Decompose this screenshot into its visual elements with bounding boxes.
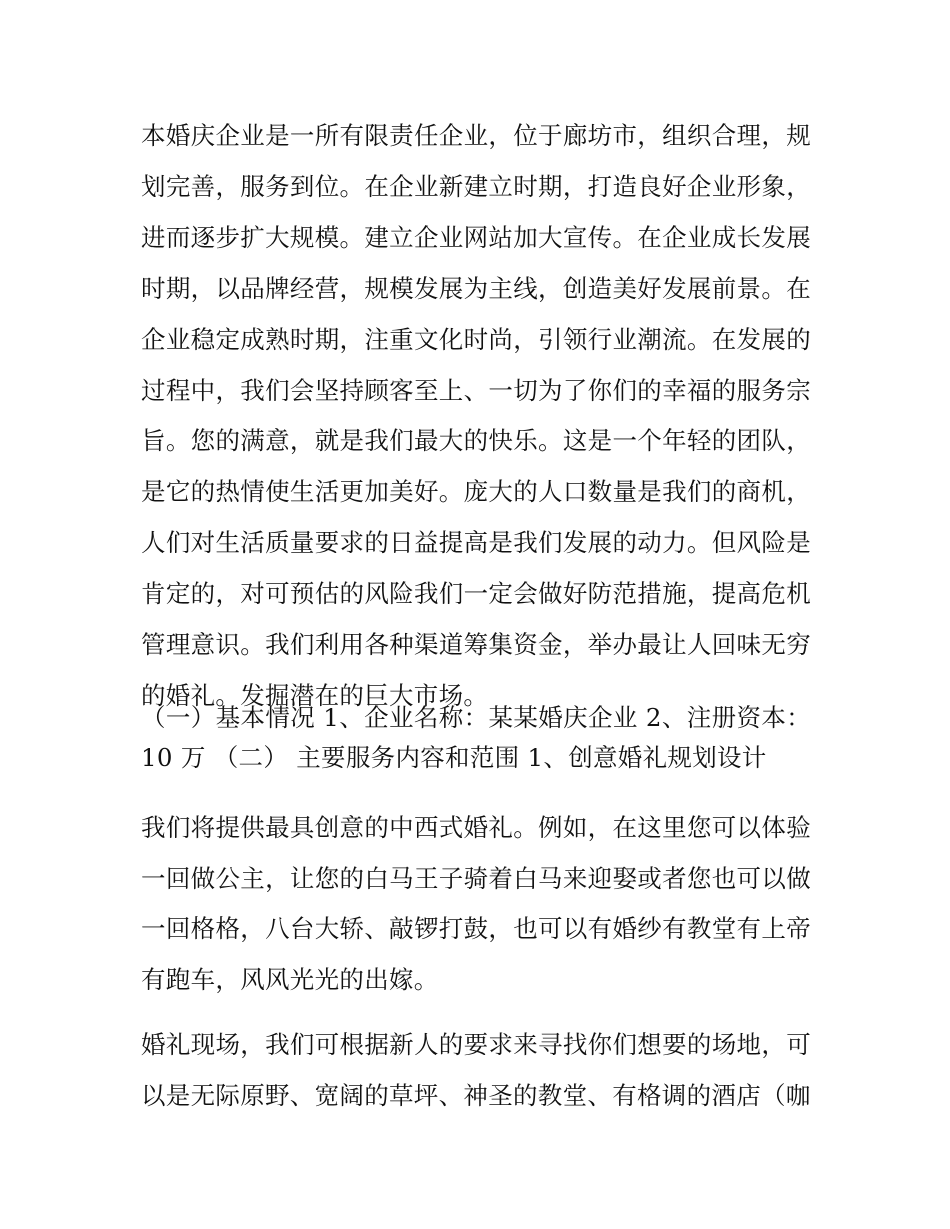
intro-paragraph: 本婚庆企业是一所有限责任企业，位于廊坊市，组织合理，规划完善，服务到位。在企业新建立时期，打造良好企业形象，进而逐步扩大规模。建立企业网站加大宣传。在企业成长发展时期，以品牌经营，规模发展为主线，创造美好发展前景。在企业稳定成熟时期，注重文化时尚，引领行业潮流。在发展的过程中，我们会坚持顾客至上、一切为了你们的幸福的服务宗旨。您的满意，就是我们最大的快乐。这是一个年轻的团队，是它的热情使生活更加美好。庞大的人口数量是我们的商机，人们对生活质量要求的日益提高是我们发展的动力。但风险是肯定的，对可预估的风险我们一定会做好防范措施，提高危机管理意识。我们利用各种渠道筹集资金，举办最让人回味无穷的婚礼。发掘潜在的巨大市场。 xyxy=(141,121,811,710)
basic-info-paragraph: （一）基本情况 1、企业名称：某某婚庆企业 2、注册资本：10 万 （二） 主要服务内容和范围 1、创意婚礼规划设计 xyxy=(141,703,811,772)
wedding-style-paragraph: 我们将提供最具创意的中西式婚礼。例如，在这里您可以体验一回做公主，让您的白马王子骑着白马来迎娶或者您也可以做一回格格，八台大轿、敲锣打鼓，也可以有婚纱有教堂有上帝有跑车，风风光光的出嫁。 xyxy=(141,813,811,994)
venue-paragraph: 婚礼现场，我们可根据新人的要求来寻找你们想要的场地，可以是无际原野、宽阔的草坪、神圣的教堂、有格调的酒店（咖 xyxy=(141,1030,811,1110)
